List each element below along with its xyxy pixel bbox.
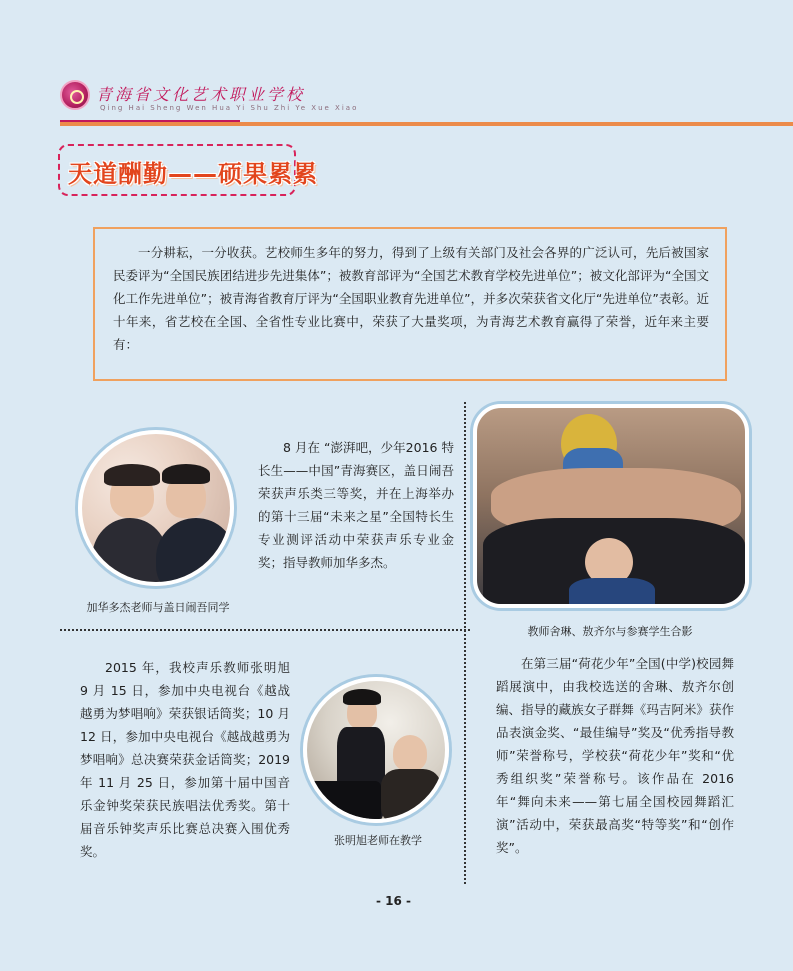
horizontal-dotted-divider bbox=[60, 629, 470, 631]
block2-paragraph: 在第三届“荷花少年”全国(中学)校园舞蹈展演中，由我校选送的舍琳、敖齐尔创编、指导的藏族女子群舞《玛吉阿米》获作品表演金奖、“最佳编导”奖及“优秀指导教师”荣誉称号，学校获“荷花少年”奖和“优秀组织奖”荣誉称号。该作品在 2016 年“舞向未来——第七届全国校园舞蹈汇演”活动中，荣获最高奖“特等奖”和“创作奖”。 bbox=[496, 656, 734, 855]
block1-paragraph: 8 月在 “澎湃吧，少年2016 特长生——中国”青海赛区，盖日闹吾荣获声乐类三等奖，并在上海举办的第十三届“未来之星”全国特长生专业测评活动中荣获声乐专业金奖；指导教师加华多杰。 bbox=[258, 440, 454, 570]
person-hair bbox=[104, 464, 160, 486]
school-name-pinyin: Qing Hai Sheng Wen Hua Yi Shu Zhi Ye Xue Xiao bbox=[100, 104, 359, 112]
intro-box bbox=[93, 227, 727, 381]
section-title: 天道酬勤——硕果累累 bbox=[68, 160, 318, 188]
photo-teacher-teaching bbox=[303, 677, 449, 823]
block3-text bbox=[80, 656, 290, 863]
vertical-dotted-divider bbox=[464, 402, 466, 884]
person-hair bbox=[162, 464, 210, 484]
photo3-caption: 张明旭老师在教学 bbox=[334, 834, 422, 847]
block1-text bbox=[258, 436, 454, 574]
block3-paragraph: 2015 年，我校声乐教师张明旭 9 月 15 日，参加中央电视台《越战越勇为梦唱响》荣获银话筒奖；10 月 12 日，参加中央电视台《越战越勇为梦唱响》总决赛荣获金话筒奖；2019 年 11 月 25 日，参加第十届中国音乐金钟奖荣获民族唱法优秀奖。第十届音乐钟奖声乐比赛总决赛入围优秀奖。 bbox=[80, 660, 290, 859]
person-body bbox=[156, 518, 234, 586]
singer-hair bbox=[343, 689, 381, 705]
header-divider bbox=[60, 122, 793, 126]
piano bbox=[307, 781, 381, 821]
page-number: - 16 - bbox=[376, 894, 412, 908]
block2-text bbox=[496, 652, 734, 859]
photo-group-dance-students bbox=[473, 404, 749, 608]
school-name: 青海省文化艺术职业学校 bbox=[96, 85, 306, 104]
photo-teacher-and-student bbox=[78, 430, 234, 586]
photo2-caption: 教师舍琳、敖齐尔与参赛学生合影 bbox=[527, 625, 693, 638]
pianist-body bbox=[381, 769, 441, 823]
pianist-figure bbox=[393, 735, 427, 771]
logo-emblem-icon bbox=[60, 80, 90, 110]
intro-paragraph: 一分耕耘，一分收获。艺校师生多年的努力，得到了上级有关部门及社会各界的广泛认可，先后被国家民委评为“全国民族团结进步先进集体”；被教育部评为“全国艺术教育学校先进单位”；被文化部评为“全国文化工作先进单位”；被青海省教育厅评为“全国职业教育先进单位”，并多次荣获省文化厅“先进单位”表彰。近十年来，省艺校在全国、全省性专业比赛中，荣获了大量奖项，为青海艺术教育赢得了荣誉，近年来主要有： bbox=[113, 245, 709, 352]
photo1-caption: 加华多杰老师与盖日闹吾同学 bbox=[86, 601, 230, 614]
teacher-body bbox=[569, 578, 655, 608]
